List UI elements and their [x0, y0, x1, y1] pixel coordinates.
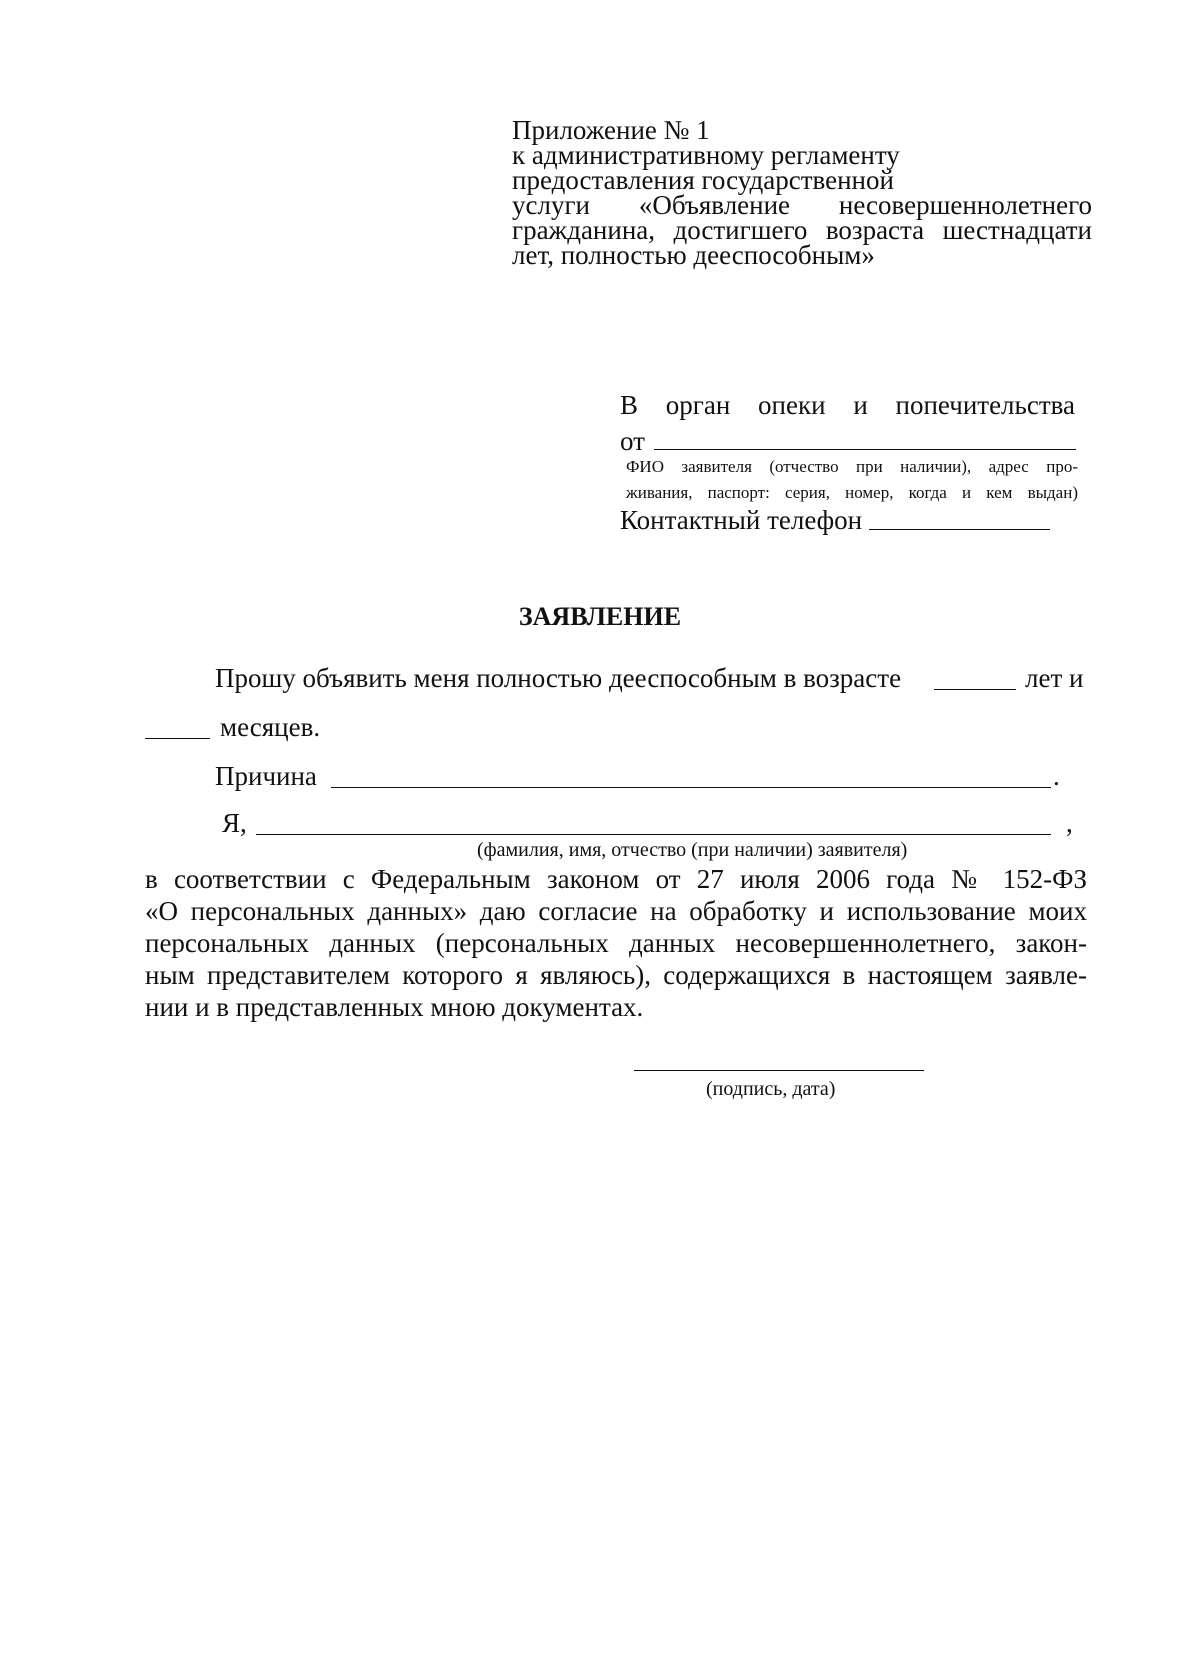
reason-end: .: [1053, 761, 1060, 791]
consent-line: в соответствии с Федеральным законом от 27 июля 2006 года № 152-ФЗ: [145, 864, 1087, 894]
consent-line: персональных данных (персональных данных несовершеннолетнего, закон-: [145, 928, 1087, 958]
applicant-name-caption: (фамилия, имя, отчество (при наличии) заявителя): [477, 839, 908, 861]
appendix-line: к административному регламенту: [512, 140, 900, 170]
years-label: лет и: [1025, 663, 1084, 693]
applicant-name-label: Я,: [222, 808, 247, 838]
appendix-line: предоставления государственной: [512, 165, 894, 195]
request-text: Прошу объявить меня полностью дееспособным в возрасте: [215, 663, 902, 693]
addressee-to: В орган опеки и попечительства: [620, 390, 1075, 420]
signature-caption: (подпись, дата): [706, 1078, 836, 1100]
months-field[interactable]: [145, 738, 210, 739]
applicant-name-end: ,: [1066, 808, 1073, 838]
consent-line: нии и в представленных мною документах.: [145, 992, 644, 1022]
signature-field[interactable]: [634, 1070, 924, 1071]
appendix-line: услуги «Объявление несовершеннолетнего: [512, 190, 1092, 220]
reason-label: Причина: [215, 761, 317, 791]
phone-field[interactable]: [869, 529, 1050, 530]
years-field[interactable]: [934, 689, 1016, 690]
reason-field[interactable]: [331, 787, 1051, 788]
appendix-line: Приложение № 1: [512, 115, 710, 145]
appendix-header: [512, 115, 1092, 270]
addressee-from-label: от: [620, 426, 645, 456]
applicant-info-hint: живания, паспорт: серия, номер, когда и кем выдан): [626, 483, 1078, 502]
months-label: месяцев.: [220, 712, 321, 742]
consent-paragraph: [145, 863, 1087, 1023]
applicant-name-field[interactable]: [256, 834, 1051, 835]
appendix-line: гражданина, достигшего возраста шестнадцати: [512, 215, 1092, 245]
document-title: ЗАЯВЛЕНИЕ: [518, 602, 682, 631]
consent-line: ным представителем которого я являюсь), содержащихся в настоящем заявле-: [145, 960, 1087, 990]
applicant-info-hint: ФИО заявителя (отчество при наличии), адрес про-: [626, 457, 1078, 476]
phone-label: Контактный телефон: [620, 505, 863, 535]
appendix-line: лет, полностью дееспособным»: [512, 240, 875, 270]
applicant-info-field[interactable]: [654, 449, 1076, 450]
consent-line: «О персональных данных» даю согласие на обработку и использование моих: [145, 896, 1087, 926]
